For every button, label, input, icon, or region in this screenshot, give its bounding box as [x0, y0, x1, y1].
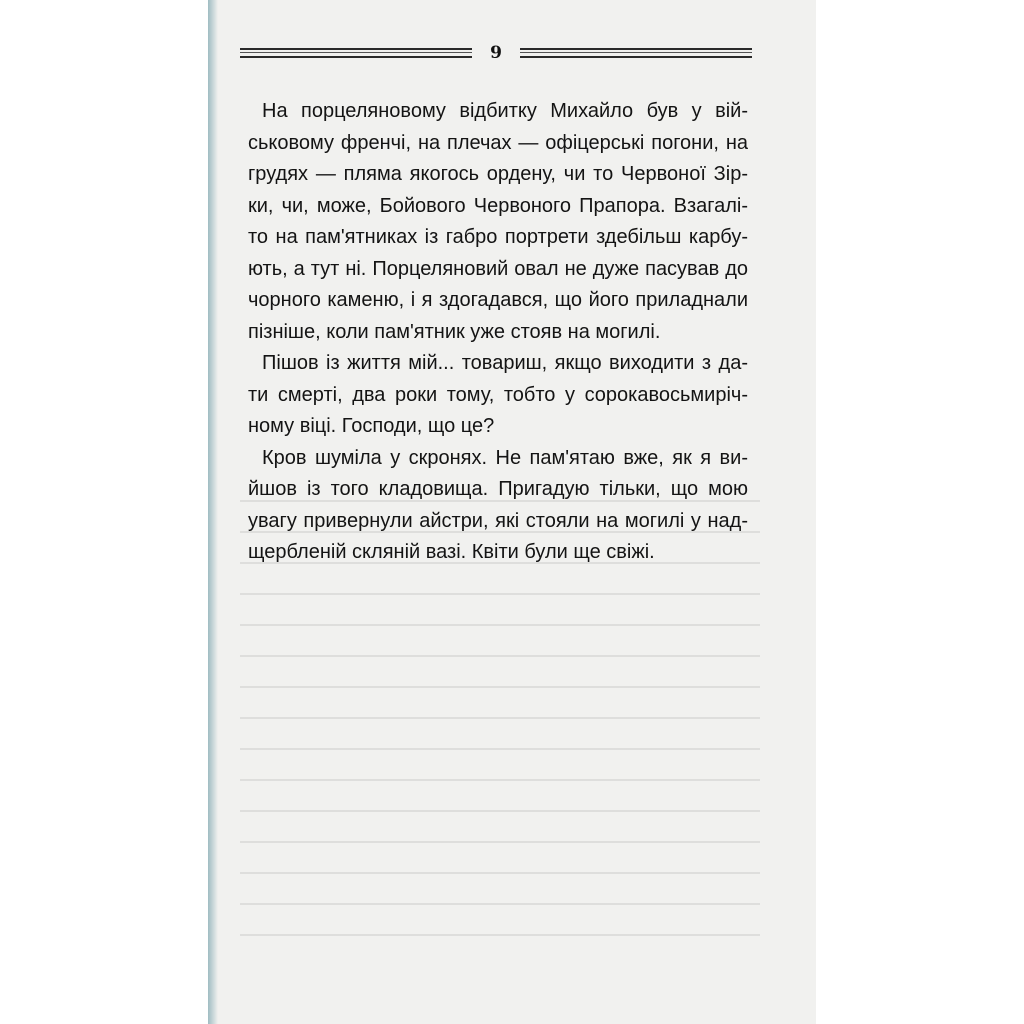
text-line: ськовому френчі, на плечах — офіцерські погони, на	[248, 131, 748, 154]
text-line: то на пам'ятниках із габро портрети здебільш карбу-	[248, 226, 748, 248]
text-line: Пішов із життя мій... товариш, якщо виходити з да-	[262, 352, 748, 374]
header-rule-left	[240, 48, 472, 58]
text-line: увагу привернули айстри, які стояли на могилі у над-	[248, 509, 748, 532]
text-line: ють, а тут ні. Порцеляновий овал не дуже пасував до	[248, 257, 748, 280]
text-line: Кров шуміла у скронях. Не пам'ятаю вже, як я ви-	[262, 446, 748, 469]
header-rule-right	[520, 48, 752, 58]
paragraph-2	[248, 348, 748, 443]
text-line: пізніше, коли пам'ятник уже стояв на могилі.	[248, 320, 661, 343]
text-line: ки, чи, може, Бойового Червоного Прапора. Взагалі-	[248, 194, 748, 217]
text-line: чорного каменю, і я здогадався, що його приладнали	[248, 289, 748, 311]
text-line: ти смерті, два роки тому, тобто у сорокавосьмиріч-	[248, 383, 748, 406]
page-number: 9	[490, 43, 502, 63]
paragraph-1	[248, 96, 748, 348]
paragraph-3	[248, 443, 748, 569]
text-line: На порцеляновому відбитку Михайло був у вій-	[262, 100, 748, 122]
page-header	[240, 42, 752, 66]
text-line: грудях — пляма якогось ордену, чи то Червоної Зір-	[248, 163, 748, 185]
body-text	[248, 96, 748, 569]
text-line: щербленій скляній вазі. Квіти були ще свіжі.	[248, 541, 655, 563]
text-line: ному віці. Господи, що це?	[248, 415, 495, 437]
text-line: йшов із того кладовища. Пригадую тільки, що мою	[248, 478, 748, 500]
show-through-text	[240, 500, 760, 960]
page-edge-shadow	[208, 0, 218, 1024]
